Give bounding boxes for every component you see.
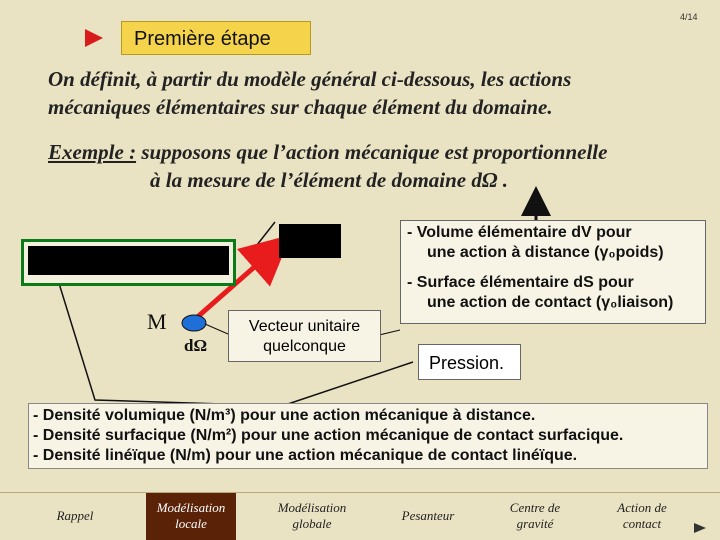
density-linear: - Densité linéïque (N/m) pour une action mécanique de contact linéïque. <box>33 447 578 464</box>
nav-pesanteur[interactable]: Pesanteur <box>401 508 455 523</box>
density-list <box>28 403 708 469</box>
connector-left <box>58 280 255 405</box>
unit-vector-box: Vecteur unitaire quelconque <box>228 310 381 362</box>
pressure-box: Pression. <box>418 344 521 380</box>
domain-bar <box>28 246 229 275</box>
example-line-1-text: supposons que l’action mécanique est proportionnelle <box>136 140 608 164</box>
domega-label: dΩ <box>184 336 208 355</box>
intro-line-2: mécaniques élémentaires sur chaque élément du domaine. <box>48 95 553 119</box>
surface-line-2: une action de contact (γ₀liaison) <box>427 294 674 311</box>
example-prefix: Exemple : <box>48 140 137 164</box>
bottom-nav <box>0 492 720 540</box>
page-number: 4/14 <box>680 12 698 22</box>
element-leader <box>205 324 228 334</box>
volume-line-1: - Volume élémentaire dV pour <box>407 224 632 241</box>
nav-centre-gravite[interactable]: Centre de gravité <box>509 500 561 531</box>
intro-line-1: On définit, à partir du modèle général ci-dessous, les actions <box>48 67 572 91</box>
nav-divider <box>0 492 720 493</box>
example-line-2: à la mesure de l’élément de domaine dΩ . <box>150 168 509 192</box>
element-types-box <box>400 220 706 324</box>
nav-rappel[interactable]: Rappel <box>56 508 94 523</box>
point-m-label: M <box>147 309 167 334</box>
density-volume: - Densité volumique (N/m³) pour une action mécanique à distance. <box>33 407 536 424</box>
density-surface: - Densité surfacique (N/m²) pour une action mécanique de contact surfacique. <box>33 427 624 444</box>
surface-line-1: - Surface élémentaire dS pour <box>407 274 634 291</box>
thin-line-top <box>253 222 275 250</box>
nav-modelisation-globale[interactable]: Modélisation globale <box>277 500 347 531</box>
black-block <box>279 224 341 258</box>
nav-action-contact[interactable]: Action de contact <box>617 500 667 531</box>
domain-element-shape <box>182 315 206 331</box>
play-right-icon[interactable] <box>694 523 706 533</box>
page-title: Première étape <box>121 21 311 55</box>
nav-modelisation-locale[interactable]: Modélisation locale <box>146 492 236 540</box>
domain-frame <box>21 239 236 286</box>
volume-line-2: une action à distance (γ₀poids) <box>427 244 664 261</box>
